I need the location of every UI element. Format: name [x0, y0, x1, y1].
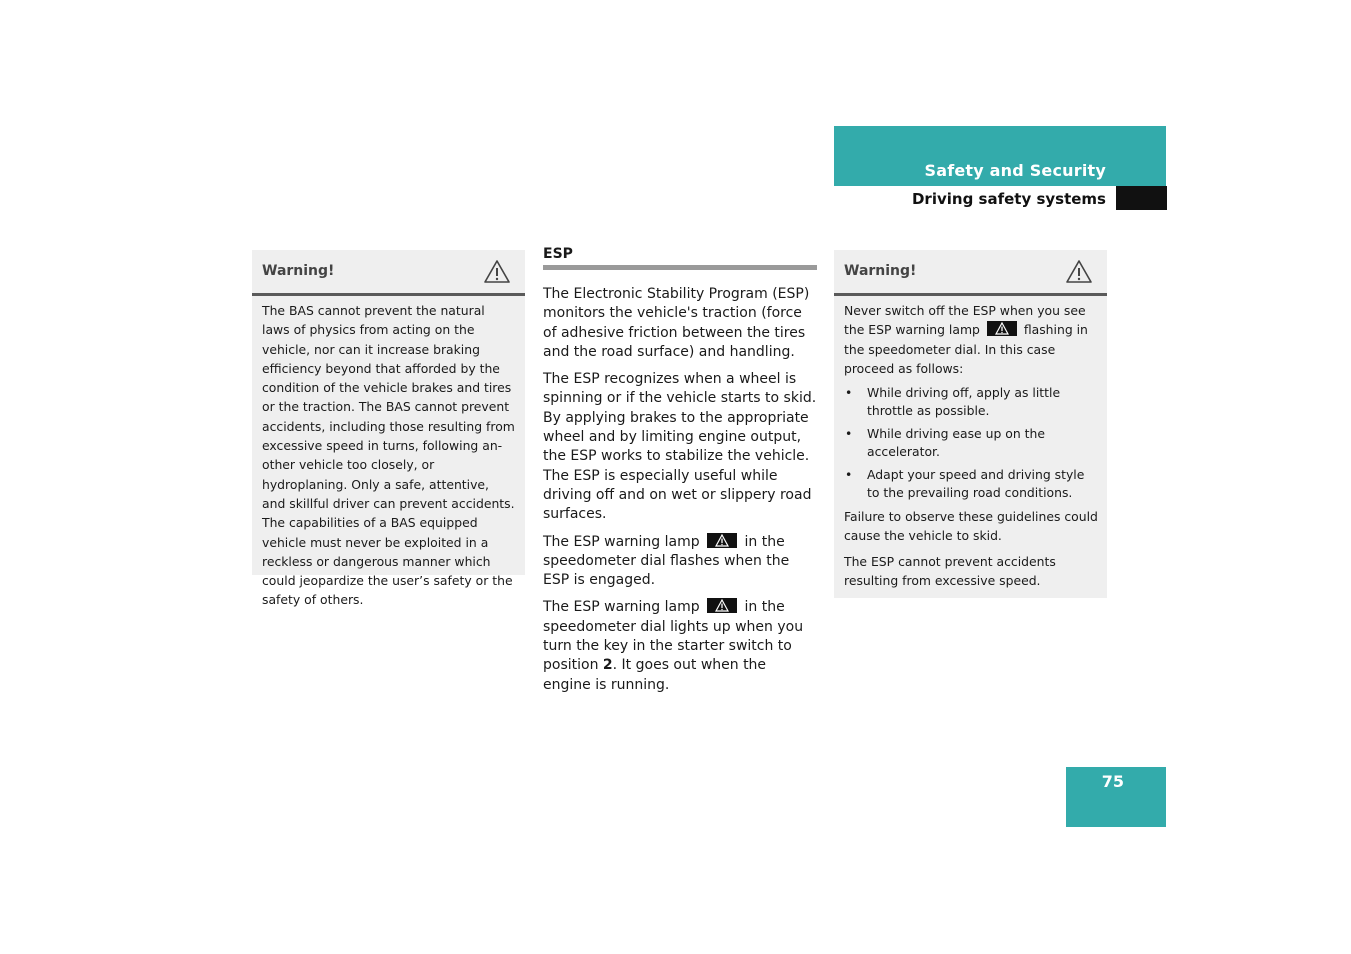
esp-paragraph: The Electronic Stability Program (ESP) monitors the vehicle's traction (force of adhesive friction between the tires and the road surface) and handling. [543, 286, 810, 360]
text-span: The ESP warning lamp [543, 599, 700, 616]
subsection-title: Driving safety systems [911, 190, 1106, 208]
page-number: 75 [1101, 772, 1124, 791]
key-position: 2 [602, 657, 613, 674]
warning-body [834, 296, 1107, 604]
warning-intro [844, 301, 1098, 378]
warning-text: The ESP cannot prevent accidents resulting from excessive speed. [844, 553, 1056, 589]
section-marker [1116, 186, 1167, 210]
page-number-tab [1066, 767, 1166, 827]
esp-warning-box [834, 250, 1107, 598]
esp-warning-lamp-icon [707, 598, 737, 613]
esp-paragraph: The ESP recognizes when a wheel is spinning or if the vehicle starts to skid. By applying brakes to the appropriate wheel and by limiting engine output, the ESP works to stabilize the vehicle. The ESP is especially useful while driving off and on wet or slippery road surfaces. [543, 371, 817, 523]
text-span: Never switch off the ESP when you see the ESP warning lamp [844, 303, 1086, 338]
esp-section [543, 246, 817, 703]
esp-warning-lamp-icon [707, 533, 737, 548]
esp-warning-lamp-icon [987, 321, 1017, 336]
instruction-list [844, 384, 1098, 501]
warning-title: Warning! [262, 263, 335, 279]
text-span: The ESP warning lamp [543, 533, 700, 550]
text-span: . It goes out when the engine is running. [543, 657, 767, 693]
warning-text: The BAS cannot prevent the natural laws of physics from acting on the vehicle, nor can it increase braking efficiency beyond that afforded by the condition of the vehicle brakes and tires or the traction. The BAS cannot prevent accidents, including those resulting from excessive speed in turns, following another vehicle too closely, or hydroplaning. Only a safe, attentive, and skillful driver can prevent accidents. The capabilities of a BAS equipped vehicle must never be exploited in a reckless or dangerous manner which could jeopardize the user’s safety or the safety of others. [262, 303, 515, 608]
text-span: flashing in the speedometer dial. In this case proceed as follows: [844, 322, 1088, 376]
esp-body [543, 285, 817, 695]
text-span: in the speedometer dial lights up when you turn the key in the starter switch to position [543, 599, 804, 674]
list-item: • While driving off, apply as little throttle as possible. [844, 384, 1098, 419]
section-tab [834, 126, 1166, 186]
warning-title: Warning! [844, 263, 917, 279]
warning-text: Failure to observe these guidelines could cause the vehicle to skid. [844, 509, 1098, 544]
section-title: Safety and Security [924, 161, 1106, 180]
warning-header [252, 250, 525, 296]
heading-rule [543, 265, 817, 270]
esp-paragraph [543, 598, 817, 694]
list-item: • Adapt your speed and driving style to the prevailing road conditions. [844, 466, 1098, 501]
esp-paragraph [543, 533, 817, 591]
bas-warning-box [252, 250, 525, 608]
text-span: in the speedometer dial flashes when the ESP is engaged. [543, 533, 790, 589]
warning-header [834, 250, 1107, 296]
warning-triangle-icon [1065, 259, 1093, 284]
list-item: • While driving ease up on the accelerator. [844, 425, 1098, 460]
esp-heading: ESP [543, 246, 573, 262]
warning-body [252, 296, 525, 624]
warning-triangle-icon [483, 259, 511, 284]
